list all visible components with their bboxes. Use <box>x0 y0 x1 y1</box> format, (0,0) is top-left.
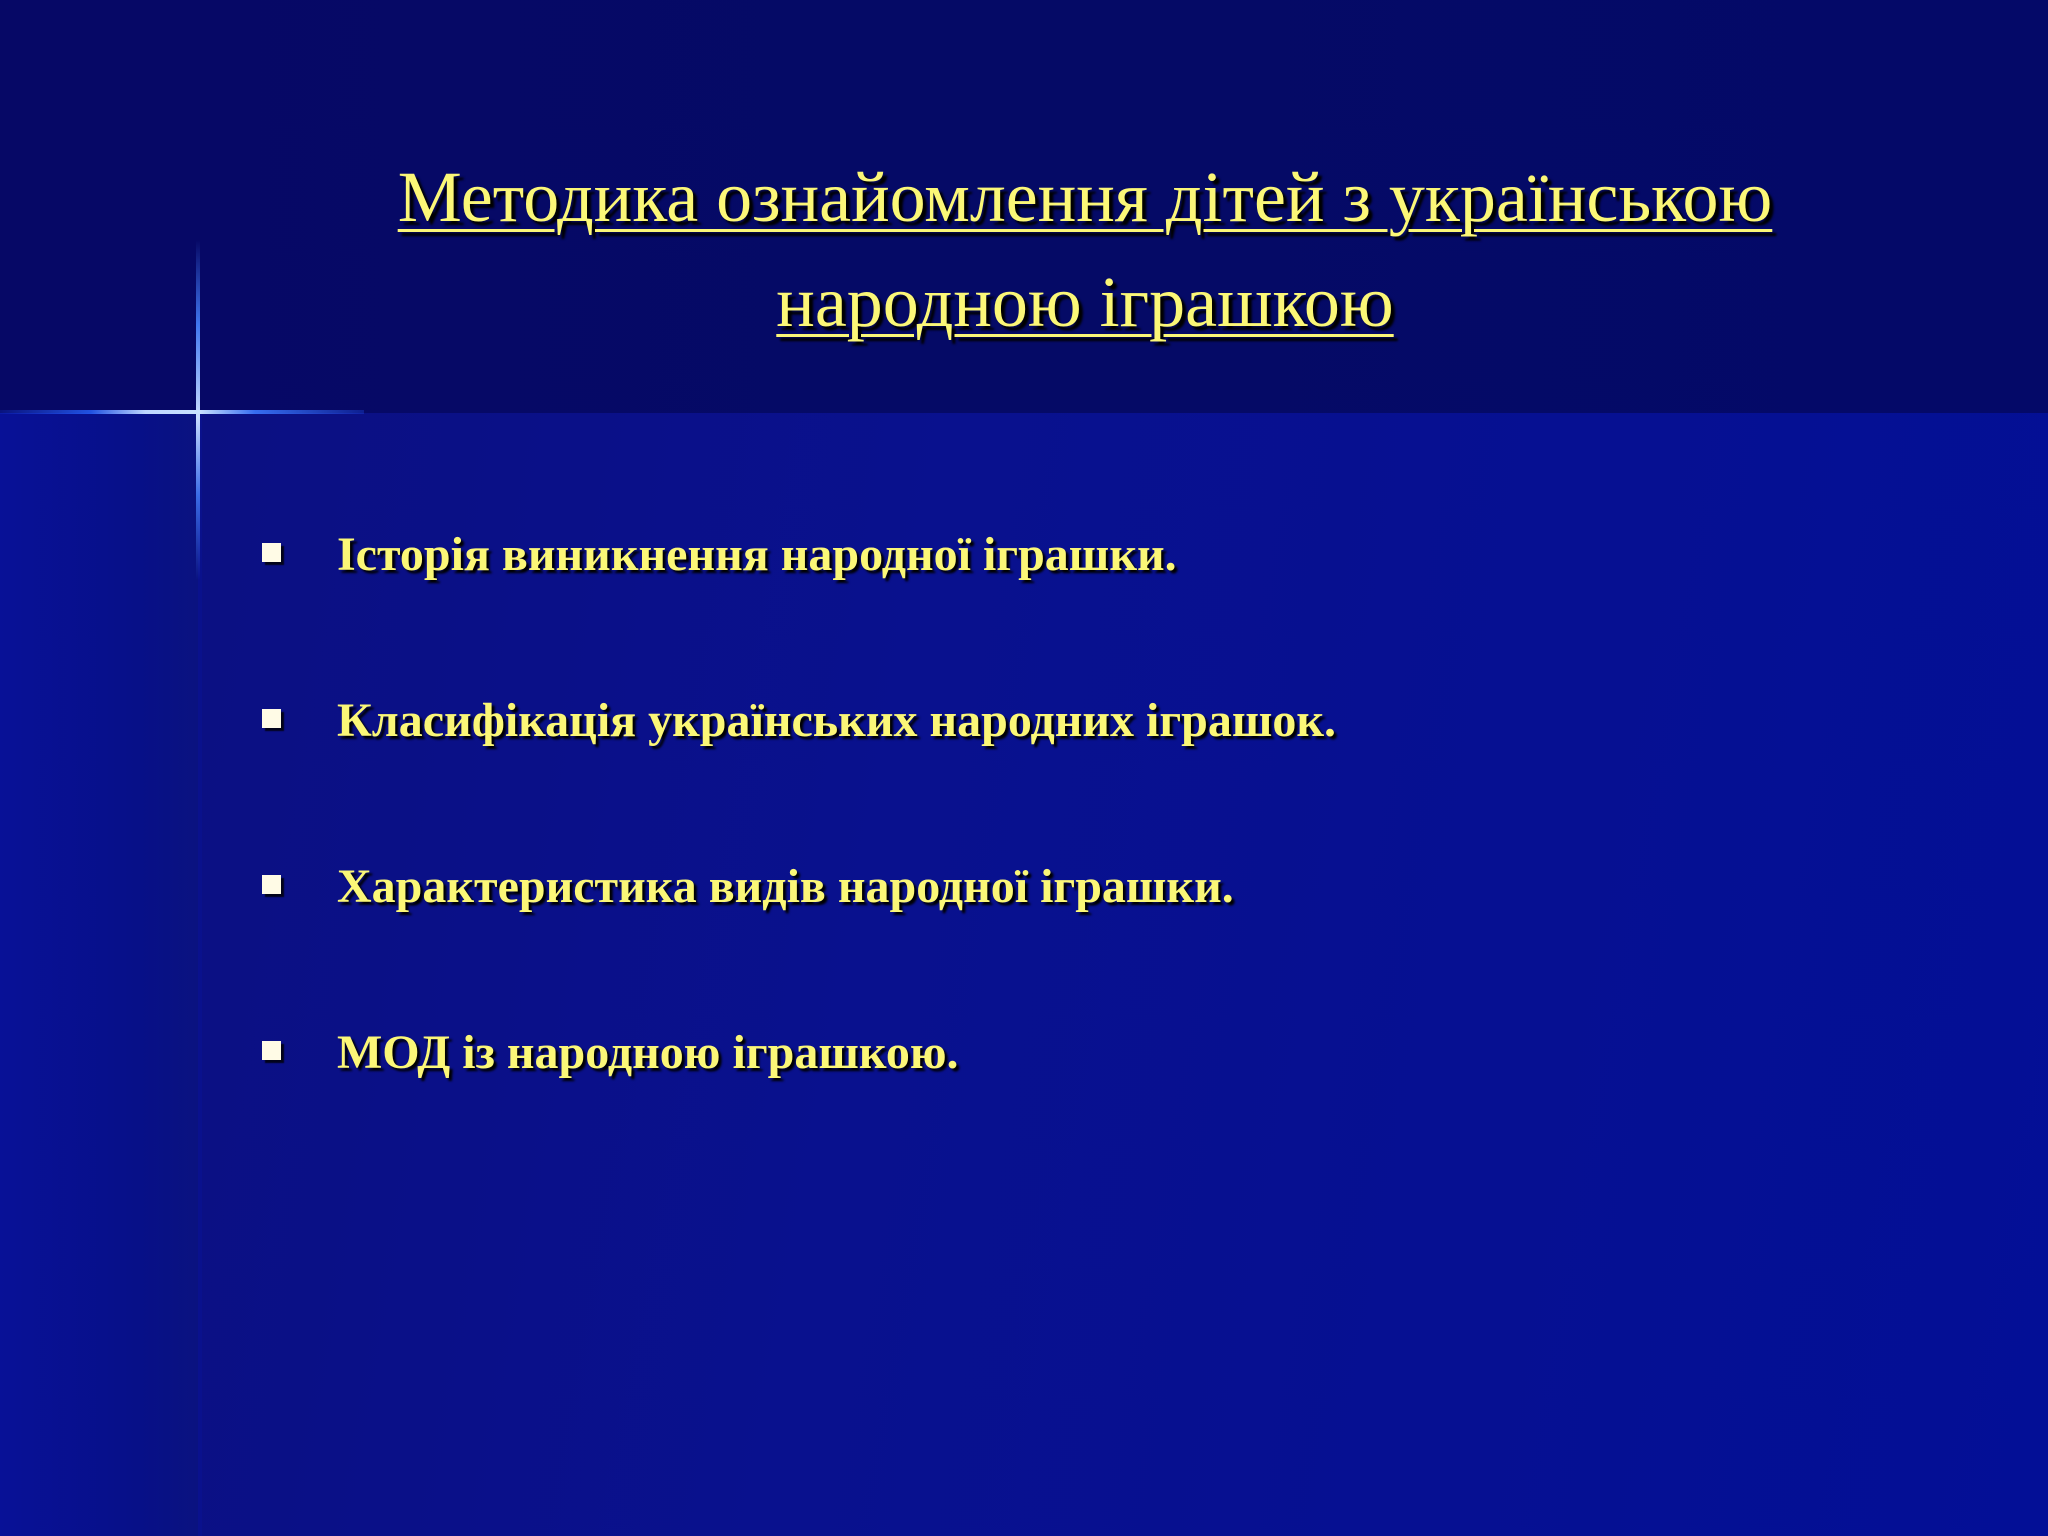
horizontal-glow-line <box>0 410 364 414</box>
left-decorative-strip <box>0 413 198 1536</box>
bullet-text: Класифікація українських народних іграшок. <box>337 694 1337 747</box>
bullet-item <box>262 681 1962 847</box>
slide-title-line-2: народною іграшкою <box>776 262 1394 342</box>
bullet-text: Історія виникнення народної іграшки. <box>337 528 1177 581</box>
slide-title-line-1: Методика ознайомлення дітей з українською <box>397 157 1773 237</box>
bullet-item <box>262 847 1962 1013</box>
square-bullet-icon <box>262 875 281 894</box>
bullet-text: МОД із народною іграшкою. <box>337 1026 959 1079</box>
bullet-list <box>262 515 1962 1179</box>
bullet-item <box>262 1013 1962 1179</box>
slide-title <box>260 145 1910 355</box>
bullet-text: Характеристика видів народної іграшки. <box>337 860 1234 913</box>
square-bullet-icon <box>262 709 281 728</box>
square-bullet-icon <box>262 1041 281 1060</box>
left-strip-edge <box>198 413 202 1536</box>
bullet-item <box>262 515 1962 681</box>
square-bullet-icon <box>262 543 281 562</box>
